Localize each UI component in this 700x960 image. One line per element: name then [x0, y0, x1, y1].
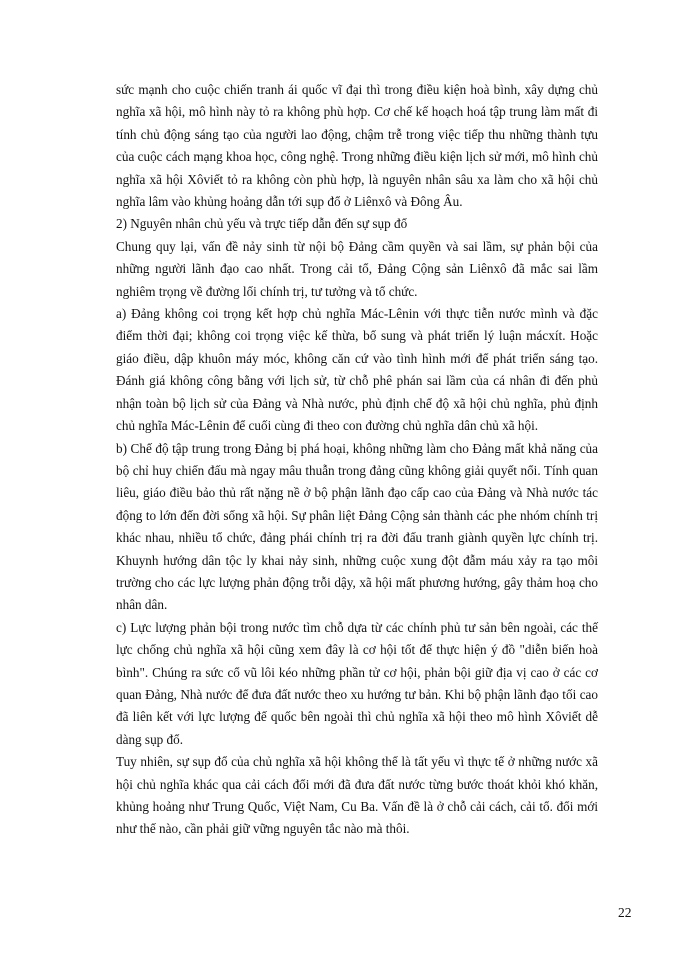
paragraph-summary: Chung quy lại, vấn đề nảy sinh từ nội bộ Đảng cầm quyền và sai lầm, sự phản bội của những người lãnh đạo cao nhất. Trong cải tổ, Đảng Cộng sản Liênxô đã mắc sai lầm nghiêm trọng về đường lối chính trị, tư tưởng và tổ chức. — [116, 238, 598, 299]
paragraph-point-a: a) Đảng không coi trọng kết hợp chủ nghĩa Mác-Lênin với thực tiễn nước mình và đặc điểm thời đại; không coi trọng việc kế thừa, bổ sung và phát triển lý luận mácxít. Hoặc giáo điều, dập khuôn máy móc, không căn cứ vào tình hình mới để phát triển sáng tạo. Đánh giá không công bằng với lịch sử, từ chỗ phê phán sai lầm của cá nhân đi đến phủ nhận toàn bộ lịch sử của Đảng và Nhà nước, phủ định chế độ xã hội chủ nghĩa, phủ định chủ nghĩa Mác-Lênin để cuối cùng đi theo con đường chủ nghĩa dân chủ xã hội. — [116, 306, 598, 434]
page-number: 22 — [618, 905, 632, 920]
paragraph-continuation: sức mạnh cho cuộc chiến tranh ái quốc vĩ đại thì trong điều kiện hoà bình, xây dựng chủ nghĩa xã hội, mô hình này tỏ ra không phù hợp. Cơ chế kế hoạch hoá tập trung làm mất đi tính chủ động sáng tạo của người lao động, chậm trễ trong việc tiếp thu những thành tựu của cuộc cách mạng khoa học, công nghệ. Trong những điều kiện lịch sử mới, mô hình chủ nghĩa xã hội Xôviết tỏ ra không còn phù hợp, là nguyên nhân sâu xa làm cho xã hội chủ nghĩa lâm vào khủng hoảng dẫn tới sụp đổ ở Liênxô và Đông Âu. — [116, 82, 598, 210]
paragraph-point-b: b) Chế độ tập trung trong Đảng bị phá hoại, không những làm cho Đảng mất khả năng của bộ chỉ huy chiến đấu mà ngay mâu thuẫn trong đảng cũng không giải quyết nổi. Tính quan liêu, giáo điều bảo thủ rất nặng nề ở bộ phận lãnh đạo cấp cao của Đảng và Nhà nước tác động to lớn đến đời sống xã hội. Sự phân liệt Đảng Cộng sản thành các phe nhóm chính trị khác nhau, nhiều tổ chức, đảng phái chính trị ra đời đấu tranh giành quyền lực chính trị. Khuynh hướng dân tộc ly khai nảy sinh, những cuộc xung đột đẫm máu xảy ra tạo môi trường cho các lực lượng phản động trỗi dậy, xã hội mất phương hướng, gây thảm hoạ cho nhân dân. — [116, 440, 598, 613]
paragraph-point-c: c) Lực lượng phản bội trong nước tìm chỗ dựa từ các chính phủ tư sản bên ngoài, các thế lực chống chủ nghĩa xã hội cũng xem đây là cơ hội tốt để thực hiện ý đồ "diễn biến hoà bình". Chúng ra sức cổ vũ lôi kéo những phần tử cơ hội, phản bội giữ địa vị cao ở các cơ quan Đảng, Nhà nước để đưa đất nước theo xu hướng tư bản. Khi bộ phận lãnh đạo tối cao đã liên kết với lực lượng đế quốc bên ngoài thì chủ nghĩa xã hội theo mô hình Xôviết dễ dàng sụp đổ. — [116, 619, 598, 747]
paragraph-conclusion: Tuy nhiên, sự sụp đổ của chủ nghĩa xã hội không thể là tất yếu vì thực tế ở những nước xã hội chủ nghĩa khác qua cải cách đổi mới đã đưa đất nước từng bước thoát khỏi khó khăn, khủng hoảng như Trung Quốc, Việt Nam, Cu Ba. Vấn đề là ở chỗ cải cách, cải tổ. đổi mới như thế nào, cần phải giữ vững nguyên tắc nào mà thôi. — [116, 754, 598, 837]
body-text — [116, 79, 598, 841]
section-heading-2: 2) Nguyên nhân chủ yếu và trực tiếp dẫn đến sự sụp đổ — [116, 216, 408, 232]
